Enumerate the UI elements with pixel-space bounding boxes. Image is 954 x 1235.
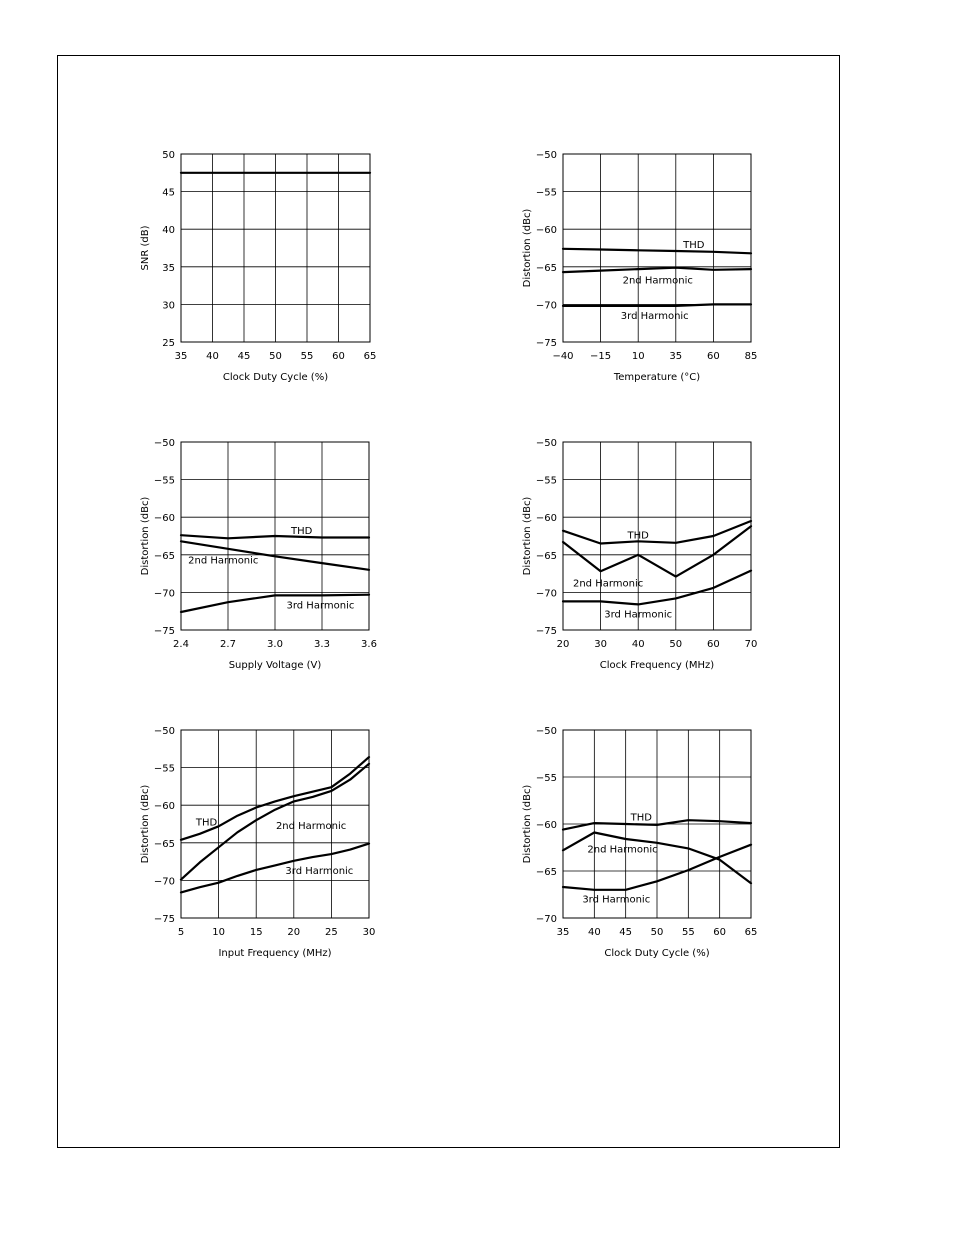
x-axis-label: Input Frequency (MHz)	[218, 948, 332, 959]
x-tick-label: 65	[744, 927, 758, 938]
x-tick-label: 50	[269, 351, 282, 362]
x-tick-label: 40	[631, 639, 645, 650]
y-tick-label: −55	[535, 187, 557, 199]
y-tick-label: −75	[153, 914, 175, 925]
y-tick-label: −50	[535, 726, 557, 737]
x-tick-label: 35	[174, 351, 188, 362]
y-tick-label: 35	[162, 262, 175, 274]
y-axis-label: Distortion (dBc)	[522, 496, 533, 576]
series-annotation: 2nd Harmonic	[572, 578, 644, 590]
series-line-2	[563, 268, 751, 273]
x-axis-label: Clock Duty Cycle (%)	[604, 948, 710, 959]
y-tick-label: −75	[535, 338, 557, 349]
series-line-2	[563, 526, 751, 576]
chart-1	[140, 150, 376, 383]
series-annotation: 2nd Harmonic	[587, 844, 658, 856]
series-annotation: 3rd Harmonic	[285, 865, 354, 877]
x-tick-label: 60	[332, 351, 345, 362]
x-tick-label: 55	[300, 351, 314, 362]
x-axis-label: Supply Voltage (V)	[228, 660, 322, 671]
chart-4	[522, 438, 757, 671]
y-tick-label: −50	[153, 726, 175, 737]
series-annotation: 2nd Harmonic	[275, 820, 347, 832]
chart-5	[140, 726, 375, 959]
y-tick-label: −75	[153, 626, 175, 637]
series-line-1	[563, 249, 751, 254]
x-tick-label: 65	[363, 351, 377, 362]
x-tick-label: 50	[669, 639, 683, 650]
x-tick-label: −40	[552, 351, 574, 362]
series-annotation: THD	[195, 817, 218, 829]
y-tick-label: 40	[162, 225, 175, 237]
x-tick-label: 35	[556, 927, 570, 938]
x-tick-label: 85	[744, 351, 758, 362]
y-tick-label: −70	[153, 588, 175, 600]
y-tick-label: −55	[153, 475, 175, 487]
series-annotation: 2nd Harmonic	[188, 555, 259, 567]
x-tick-label: 5	[177, 927, 185, 938]
y-tick-label: −50	[535, 438, 557, 449]
y-tick-label: −70	[535, 300, 557, 312]
y-tick-label: −55	[535, 773, 557, 784]
x-axis-label: Clock Duty Cycle (%)	[222, 372, 329, 383]
x-tick-label: 60	[707, 351, 720, 362]
x-tick-label: 55	[681, 927, 695, 938]
x-tick-label: 50	[650, 927, 664, 938]
y-tick-label: −65	[153, 838, 175, 850]
x-tick-label: 40	[206, 351, 219, 362]
x-tick-label: 3.3	[314, 639, 330, 650]
x-axis-label: Temperature (°C)	[613, 372, 701, 383]
x-tick-label: 3.0	[267, 639, 283, 650]
x-tick-label: 30	[362, 927, 376, 938]
x-tick-label: 45	[619, 927, 633, 938]
y-tick-label: 25	[162, 338, 175, 349]
chart-6	[522, 726, 757, 959]
x-tick-label: 45	[237, 351, 251, 362]
y-tick-label: −60	[535, 820, 557, 831]
y-axis-label: Distortion (dBc)	[522, 784, 533, 864]
y-tick-label: 50	[162, 150, 175, 161]
y-tick-label: −70	[535, 588, 557, 600]
x-tick-label: 20	[287, 927, 301, 938]
x-tick-label: 60	[707, 639, 720, 650]
x-tick-label: 10	[212, 927, 225, 938]
y-tick-label: −60	[535, 513, 557, 525]
chart-2	[522, 150, 757, 383]
y-tick-label: 45	[162, 187, 175, 199]
y-tick-label: −65	[535, 262, 557, 274]
x-axis-label: Clock Frequency (MHz)	[599, 660, 715, 671]
series-annotation: THD	[290, 525, 313, 537]
y-tick-label: −60	[153, 513, 175, 525]
x-tick-label: −15	[590, 351, 612, 362]
y-tick-label: −65	[535, 867, 557, 878]
y-axis-label: Distortion (dBc)	[140, 496, 151, 576]
y-tick-label: −65	[535, 550, 557, 562]
x-tick-label: 10	[631, 351, 645, 362]
series-annotation: 2nd Harmonic	[622, 275, 693, 287]
x-tick-label: 15	[249, 927, 263, 938]
series-annotation: 3rd Harmonic	[286, 600, 355, 612]
y-tick-label: −65	[153, 550, 175, 562]
series-annotation: THD	[630, 812, 652, 824]
x-tick-label: 3.6	[361, 639, 377, 650]
y-tick-label: −50	[153, 438, 175, 449]
y-tick-label: −60	[153, 801, 175, 813]
y-axis-label: Distortion (dBc)	[522, 208, 533, 288]
y-tick-label: −75	[535, 626, 557, 637]
x-tick-label: 30	[594, 639, 607, 650]
x-tick-label: 2.7	[220, 639, 236, 650]
x-tick-label: 70	[744, 639, 758, 650]
y-tick-label: −60	[535, 225, 557, 237]
y-tick-label: −55	[153, 763, 175, 775]
series-annotation: 3rd Harmonic	[620, 310, 689, 322]
y-tick-label: −50	[535, 150, 557, 161]
chart-3	[140, 438, 377, 671]
x-tick-label: 35	[669, 351, 683, 362]
y-axis-label: SNR (dB)	[140, 225, 151, 271]
series-line-1	[563, 521, 751, 544]
y-tick-label: 30	[162, 300, 175, 312]
series-annotation: 3rd Harmonic	[582, 894, 651, 906]
y-tick-label: −70	[535, 914, 557, 925]
y-tick-label: −55	[535, 475, 557, 487]
y-axis-label: Distortion (dBc)	[140, 784, 151, 864]
x-tick-label: 2.4	[173, 639, 189, 650]
series-annotation: 3rd Harmonic	[604, 609, 673, 621]
x-tick-label: 40	[587, 927, 601, 938]
x-tick-label: 60	[713, 927, 727, 938]
series-annotation: THD	[683, 240, 705, 252]
x-tick-label: 25	[325, 927, 338, 938]
y-tick-label: −70	[153, 876, 175, 888]
x-tick-label: 20	[556, 639, 570, 650]
series-annotation: THD	[627, 530, 649, 542]
